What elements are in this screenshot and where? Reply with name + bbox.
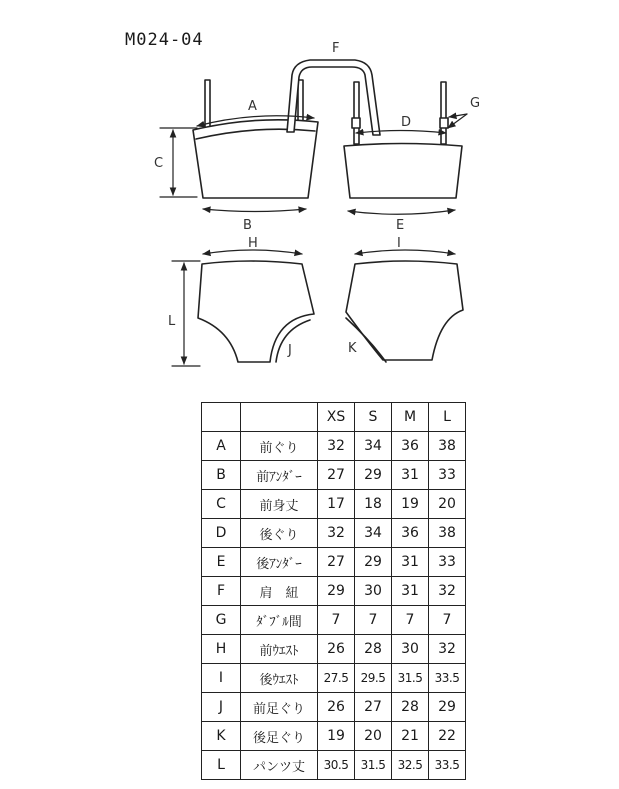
- row-value: 7: [392, 606, 429, 635]
- row-value: 28: [392, 693, 429, 722]
- row-value: 32: [429, 635, 466, 664]
- row-value: 19: [318, 722, 355, 751]
- row-value: 29: [355, 548, 392, 577]
- size-table-header: [202, 403, 466, 432]
- table-row: [202, 490, 466, 519]
- row-name: 後ｳｴｽﾄ: [241, 664, 318, 693]
- row-name: 後ぐり: [241, 519, 318, 548]
- row-value: 20: [355, 722, 392, 751]
- header-l: L: [429, 403, 466, 432]
- row-value: 31: [392, 577, 429, 606]
- row-value: 30: [392, 635, 429, 664]
- measure-e: [348, 210, 455, 214]
- label-h: H: [248, 236, 258, 251]
- row-value: 22: [429, 722, 466, 751]
- product-code: M024-04: [125, 30, 204, 50]
- row-value: 21: [392, 722, 429, 751]
- label-g: G: [470, 96, 481, 111]
- size-table: [201, 402, 466, 780]
- row-value: 7: [318, 606, 355, 635]
- label-l: L: [168, 314, 176, 329]
- table-row: [202, 548, 466, 577]
- row-value: 19: [392, 490, 429, 519]
- row-value: 32: [318, 432, 355, 461]
- row-value: 32: [318, 519, 355, 548]
- row-value: 29.5: [355, 664, 392, 693]
- row-name: 前ぐり: [241, 432, 318, 461]
- table-row: [202, 693, 466, 722]
- front-pants: [198, 261, 314, 362]
- back-pants: [346, 261, 463, 360]
- row-value: 27: [355, 693, 392, 722]
- row-key: F: [202, 577, 241, 606]
- row-value: 26: [318, 693, 355, 722]
- row-name: ﾀﾞﾌﾞﾙ間: [241, 606, 318, 635]
- back-top: [344, 82, 462, 198]
- row-key: H: [202, 635, 241, 664]
- row-name: 前ｳｴｽﾄ: [241, 635, 318, 664]
- row-value: 27: [318, 461, 355, 490]
- header-key: [202, 403, 241, 432]
- measure-i: [355, 250, 455, 254]
- measure-b: [203, 209, 306, 212]
- row-value: 7: [429, 606, 466, 635]
- label-b: B: [243, 218, 252, 233]
- row-value: 34: [355, 519, 392, 548]
- header-m: M: [392, 403, 429, 432]
- row-value: 34: [355, 432, 392, 461]
- row-value: 27.5: [318, 664, 355, 693]
- row-value: 27: [318, 548, 355, 577]
- table-row: [202, 722, 466, 751]
- front-top: [193, 80, 318, 198]
- row-value: 30: [355, 577, 392, 606]
- row-name: 前身丈: [241, 490, 318, 519]
- row-value: 33.5: [429, 664, 466, 693]
- row-key: C: [202, 490, 241, 519]
- row-value: 31: [392, 461, 429, 490]
- row-name: 前足ぐり: [241, 693, 318, 722]
- row-key: L: [202, 751, 241, 780]
- row-value: 18: [355, 490, 392, 519]
- row-key: J: [202, 693, 241, 722]
- row-name: パンツ丈: [241, 751, 318, 780]
- row-value: 29: [318, 577, 355, 606]
- row-value: 38: [429, 432, 466, 461]
- row-name: 後ｱﾝﾀﾞｰ: [241, 548, 318, 577]
- header-name: [241, 403, 318, 432]
- row-value: 17: [318, 490, 355, 519]
- row-key: G: [202, 606, 241, 635]
- row-value: 36: [392, 432, 429, 461]
- row-name: 前ｱﾝﾀﾞｰ: [241, 461, 318, 490]
- row-key: A: [202, 432, 241, 461]
- label-a: A: [248, 99, 257, 114]
- table-row: [202, 461, 466, 490]
- row-name: 後足ぐり: [241, 722, 318, 751]
- table-row: [202, 606, 466, 635]
- table-row: [202, 577, 466, 606]
- label-c: C: [154, 156, 164, 171]
- measure-d: [356, 131, 446, 134]
- row-value: 31.5: [355, 751, 392, 780]
- label-i: I: [397, 236, 401, 251]
- table-row: [202, 664, 466, 693]
- row-key: E: [202, 548, 241, 577]
- label-j: J: [288, 343, 292, 358]
- label-f: F: [332, 41, 340, 56]
- row-key: I: [202, 664, 241, 693]
- table-row: [202, 635, 466, 664]
- row-value: 20: [429, 490, 466, 519]
- table-row: [202, 432, 466, 461]
- label-e: E: [396, 218, 405, 233]
- row-value: 30.5: [318, 751, 355, 780]
- row-value: 32: [429, 577, 466, 606]
- row-value: 26: [318, 635, 355, 664]
- row-value: 38: [429, 519, 466, 548]
- header-xs: XS: [318, 403, 355, 432]
- row-name: 肩 紐: [241, 577, 318, 606]
- row-value: 33: [429, 548, 466, 577]
- back-right-strap: [441, 82, 446, 144]
- table-row: [202, 519, 466, 548]
- row-value: 29: [355, 461, 392, 490]
- row-value: 31.5: [392, 664, 429, 693]
- row-value: 36: [392, 519, 429, 548]
- row-value: 32.5: [392, 751, 429, 780]
- back-left-strap: [354, 82, 359, 144]
- row-key: D: [202, 519, 241, 548]
- row-value: 31: [392, 548, 429, 577]
- row-key: K: [202, 722, 241, 751]
- label-d: D: [401, 115, 412, 130]
- label-k: K: [348, 341, 357, 356]
- row-value: 33: [429, 461, 466, 490]
- row-value: 29: [429, 693, 466, 722]
- table-row: [202, 751, 466, 780]
- row-value: 7: [355, 606, 392, 635]
- header-s: S: [355, 403, 392, 432]
- row-value: 28: [355, 635, 392, 664]
- row-value: 33.5: [429, 751, 466, 780]
- row-key: B: [202, 461, 241, 490]
